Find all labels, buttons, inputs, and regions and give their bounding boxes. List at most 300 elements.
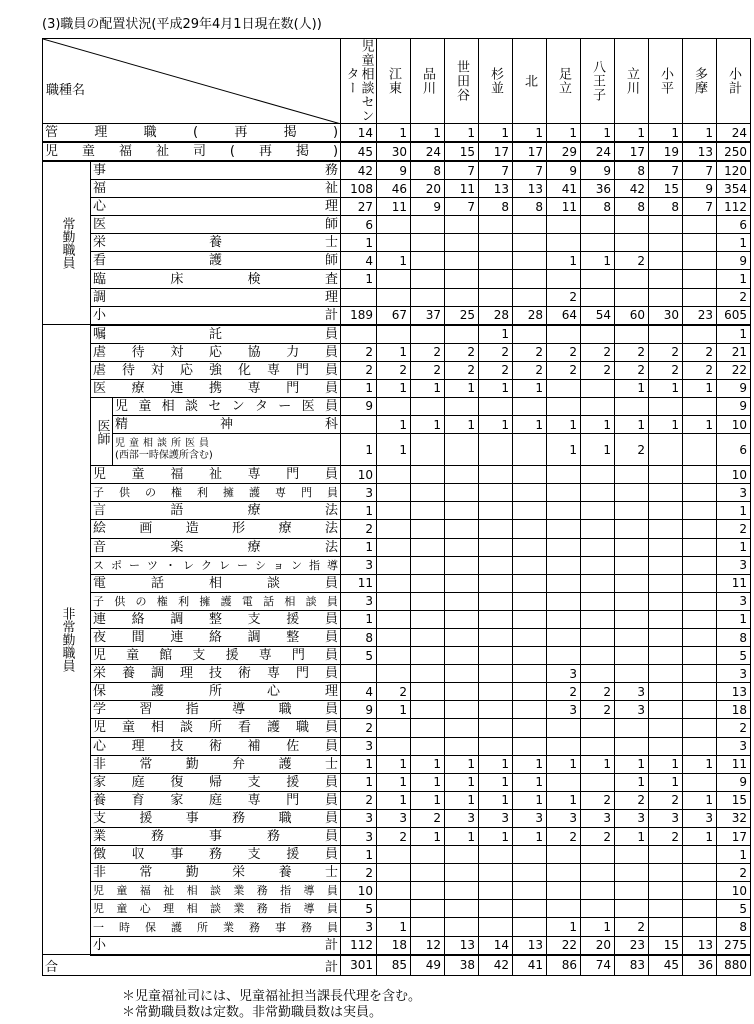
total-label-right: 計 <box>325 959 339 975</box>
value-cell <box>581 719 615 737</box>
value-cell <box>411 683 445 701</box>
value-cell <box>547 574 581 592</box>
value-cell: 1 <box>445 755 479 773</box>
value-cell <box>581 270 615 288</box>
value-cell: 1 <box>547 434 581 466</box>
value-cell <box>581 288 615 306</box>
value-cell <box>411 610 445 628</box>
table-row <box>43 737 751 755</box>
total-label-cell <box>43 955 341 976</box>
row-label: 業 務 事 務 員 <box>93 829 339 845</box>
row-label: 児 童 福 祉 司 ( 再 掲 ) <box>45 144 339 159</box>
value-cell <box>411 484 445 502</box>
table-row <box>43 361 751 379</box>
value-cell: 7 <box>683 161 717 180</box>
value-cell: 1 <box>649 124 683 143</box>
row-label: 福 祉 <box>93 181 339 197</box>
value-cell <box>683 325 717 344</box>
value-cell <box>649 556 683 574</box>
value-cell: 1 <box>649 773 683 791</box>
value-cell <box>411 288 445 306</box>
value-cell: 250 <box>717 142 751 161</box>
value-cell: 1 <box>717 234 751 252</box>
value-cell: 1 <box>547 918 581 936</box>
row-label: 児 童 福 祉 専 門 員 <box>93 467 338 483</box>
value-cell <box>513 556 547 574</box>
value-cell: 2 <box>547 343 581 361</box>
value-cell <box>445 397 479 415</box>
row-label: 電 話 相 談 員 <box>93 575 339 591</box>
value-cell <box>513 466 547 484</box>
row-label-cell <box>91 846 341 864</box>
value-cell <box>377 325 411 344</box>
value-cell: 19 <box>649 142 683 161</box>
category-hijoukin: 非常勤職員 <box>43 325 91 955</box>
value-cell: 1 <box>411 416 445 434</box>
value-cell: 3 <box>717 484 751 502</box>
value-cell: 1 <box>479 791 513 809</box>
value-cell <box>615 737 649 755</box>
value-cell <box>581 234 615 252</box>
value-cell: 1 <box>411 755 445 773</box>
row-label: 児 童 福 祉 相 談 業 務 指 導 員 <box>93 884 338 898</box>
value-cell <box>445 574 479 592</box>
row-label-cell <box>91 701 341 719</box>
value-cell: 1 <box>581 124 615 143</box>
value-cell: 2 <box>615 918 649 936</box>
value-cell <box>445 918 479 936</box>
table-row <box>43 466 751 484</box>
total-row <box>43 955 751 976</box>
value-cell <box>445 325 479 344</box>
value-cell: 1 <box>581 416 615 434</box>
value-cell: 2 <box>649 791 683 809</box>
value-cell: 5 <box>341 900 377 918</box>
value-cell <box>445 665 479 683</box>
value-cell <box>377 719 411 737</box>
row-label-cell <box>91 502 341 520</box>
value-cell <box>479 628 513 646</box>
row-label: 精 神 科 <box>115 417 339 433</box>
value-cell <box>547 628 581 646</box>
value-cell: 1 <box>547 252 581 270</box>
table-row <box>43 538 751 556</box>
row-label: 養 育 家 庭 専 門 員 <box>93 792 338 808</box>
value-cell <box>513 882 547 900</box>
value-cell: 2 <box>513 343 547 361</box>
value-cell <box>581 864 615 882</box>
row-label: 児 童 館 支 援 専 門 員 <box>93 648 338 664</box>
value-cell: 2 <box>717 520 751 538</box>
value-cell <box>683 647 717 665</box>
value-cell <box>445 864 479 882</box>
row-label-cell <box>91 882 341 900</box>
value-cell: 29 <box>547 142 581 161</box>
value-cell: 1 <box>341 234 377 252</box>
value-cell <box>479 737 513 755</box>
row-label-cell <box>91 306 341 325</box>
value-cell <box>411 628 445 646</box>
value-cell <box>513 647 547 665</box>
value-cell: 2 <box>717 719 751 737</box>
row-label: 一 時 保 護 所 業 務 事 務 員 <box>93 920 338 934</box>
value-cell: 1 <box>683 124 717 143</box>
value-cell: 1 <box>683 791 717 809</box>
value-cell: 2 <box>341 791 377 809</box>
value-cell: 9 <box>717 397 751 415</box>
subtotal-row <box>43 306 751 325</box>
value-cell <box>683 288 717 306</box>
value-cell <box>683 216 717 234</box>
value-cell <box>581 502 615 520</box>
row-label: 虐 待 対 応 強 化 専 門 員 <box>93 362 339 378</box>
value-cell: 2 <box>581 343 615 361</box>
value-cell: 1 <box>341 434 377 466</box>
value-cell <box>377 466 411 484</box>
row-label: 非 常 勤 弁 護 士 <box>93 756 338 772</box>
value-cell <box>615 216 649 234</box>
value-cell: 30 <box>649 306 683 325</box>
footnote-1: ＊児童福祉司には、児童福祉担当課長代理を含む。 <box>122 989 422 1004</box>
value-cell: 36 <box>683 955 717 976</box>
value-cell: 2 <box>683 343 717 361</box>
value-cell: 1 <box>649 755 683 773</box>
table-row <box>43 520 751 538</box>
row-label-cell <box>43 124 341 143</box>
header-name-cell <box>43 39 341 124</box>
row-label-cell <box>91 466 341 484</box>
value-cell: 1 <box>479 124 513 143</box>
row-label: 医 師 <box>93 217 339 233</box>
value-cell: 9 <box>411 198 445 216</box>
value-cell: 74 <box>581 955 615 976</box>
value-cell <box>513 216 547 234</box>
value-cell <box>649 882 683 900</box>
value-cell <box>411 647 445 665</box>
value-cell: 15 <box>649 180 683 198</box>
value-cell: 1 <box>341 773 377 791</box>
value-cell <box>479 216 513 234</box>
value-cell: 7 <box>649 161 683 180</box>
value-cell <box>411 737 445 755</box>
value-cell: 2 <box>581 683 615 701</box>
value-cell: 1 <box>377 416 411 434</box>
row-label: 非 常 勤 栄 養 士 <box>93 865 338 881</box>
value-cell <box>445 252 479 270</box>
value-cell: 1 <box>513 124 547 143</box>
row-label: 学 習 指 導 職 員 <box>93 702 338 718</box>
value-cell: 2 <box>717 864 751 882</box>
value-cell: 41 <box>513 955 547 976</box>
value-cell <box>411 466 445 484</box>
value-cell: 1 <box>615 773 649 791</box>
value-cell: 2 <box>341 343 377 361</box>
value-cell: 3 <box>717 592 751 610</box>
value-cell: 1 <box>581 252 615 270</box>
value-cell: 13 <box>479 180 513 198</box>
value-cell <box>377 574 411 592</box>
column-header: 品川 <box>411 39 445 124</box>
column-header: 北 <box>513 39 547 124</box>
value-cell: 67 <box>377 306 411 325</box>
table-row <box>43 755 751 773</box>
value-cell <box>513 900 547 918</box>
value-cell <box>479 665 513 683</box>
value-cell <box>377 846 411 864</box>
value-cell: 7 <box>479 161 513 180</box>
value-cell: 14 <box>479 936 513 955</box>
row-label-cell <box>91 773 341 791</box>
value-cell <box>377 737 411 755</box>
value-cell: 1 <box>547 755 581 773</box>
value-cell: 3 <box>683 809 717 827</box>
value-cell: 3 <box>341 592 377 610</box>
value-cell <box>615 592 649 610</box>
value-cell: 1 <box>615 124 649 143</box>
table-row <box>43 343 751 361</box>
value-cell <box>479 252 513 270</box>
value-cell <box>547 538 581 556</box>
value-cell <box>513 737 547 755</box>
value-cell <box>411 918 445 936</box>
value-cell <box>581 325 615 344</box>
value-cell: 1 <box>683 755 717 773</box>
row-label: 子 供 の 権 利 擁 護 電 話 相 談 員 <box>93 594 338 608</box>
row-label-cell <box>91 828 341 846</box>
value-cell: 2 <box>377 683 411 701</box>
value-cell: 2 <box>479 361 513 379</box>
row-label: 管 理 職 ( 再 掲 ) <box>45 125 339 140</box>
value-cell: 108 <box>341 180 377 198</box>
value-cell: 3 <box>341 828 377 846</box>
value-cell: 9 <box>717 379 751 397</box>
value-cell: 13 <box>683 936 717 955</box>
value-cell: 22 <box>547 936 581 955</box>
row-label-cell <box>91 574 341 592</box>
value-cell: 9 <box>581 161 615 180</box>
value-cell: 1 <box>377 773 411 791</box>
value-cell: 10 <box>717 416 751 434</box>
value-cell <box>411 234 445 252</box>
value-cell: 15 <box>717 791 751 809</box>
value-cell: 22 <box>717 361 751 379</box>
value-cell: 1 <box>377 755 411 773</box>
table-row <box>43 216 751 234</box>
value-cell: 2 <box>341 361 377 379</box>
value-cell <box>547 592 581 610</box>
value-cell: 1 <box>615 416 649 434</box>
value-cell: 9 <box>341 397 377 415</box>
value-cell: 3 <box>547 701 581 719</box>
value-cell: 1 <box>649 416 683 434</box>
value-cell: 3 <box>717 737 751 755</box>
value-cell: 2 <box>445 361 479 379</box>
value-cell <box>615 397 649 415</box>
value-cell <box>547 325 581 344</box>
value-cell: 3 <box>341 918 377 936</box>
value-cell <box>377 864 411 882</box>
table-row <box>43 918 751 936</box>
value-cell: 1 <box>717 610 751 628</box>
value-cell <box>683 610 717 628</box>
value-cell <box>377 628 411 646</box>
value-cell: 8 <box>581 198 615 216</box>
row-label: 子 供 の 権 利 擁 護 専 門 員 <box>93 486 338 500</box>
value-cell <box>445 610 479 628</box>
value-cell <box>649 434 683 466</box>
value-cell <box>479 434 513 466</box>
value-cell <box>683 397 717 415</box>
value-cell: 18 <box>717 701 751 719</box>
value-cell: 1 <box>341 379 377 397</box>
value-cell <box>513 434 547 466</box>
value-cell: 49 <box>411 955 445 976</box>
value-cell: 46 <box>377 180 411 198</box>
value-cell: 11 <box>445 180 479 198</box>
value-cell <box>547 556 581 574</box>
value-cell: 9 <box>341 701 377 719</box>
value-cell: 3 <box>341 484 377 502</box>
row-label-cell <box>91 665 341 683</box>
value-cell <box>615 647 649 665</box>
value-cell: 1 <box>377 252 411 270</box>
value-cell <box>581 592 615 610</box>
table-row <box>43 773 751 791</box>
column-header: 多摩 <box>683 39 717 124</box>
table-row <box>43 828 751 846</box>
table-row <box>43 270 751 288</box>
value-cell: 2 <box>341 719 377 737</box>
value-cell <box>683 466 717 484</box>
row-label-cell <box>91 361 341 379</box>
row-label-cell <box>91 252 341 270</box>
value-cell: 1 <box>341 846 377 864</box>
value-cell <box>411 574 445 592</box>
value-cell: 354 <box>717 180 751 198</box>
value-cell: 1 <box>341 538 377 556</box>
value-cell: 1 <box>615 755 649 773</box>
row-label: 児 童 相 談 所 看 護 職 員 <box>93 720 339 736</box>
row-label-cell <box>91 719 341 737</box>
row-label: 家 庭 復 帰 支 援 員 <box>93 774 338 790</box>
value-cell: 1 <box>377 124 411 143</box>
value-cell <box>683 556 717 574</box>
row-label: 嘱 託 員 <box>93 326 339 342</box>
value-cell: 9 <box>547 161 581 180</box>
row-label-cell <box>91 737 341 755</box>
value-cell <box>377 502 411 520</box>
value-cell <box>445 538 479 556</box>
table-row <box>43 434 751 466</box>
value-cell <box>615 325 649 344</box>
table-row <box>43 719 751 737</box>
value-cell <box>547 900 581 918</box>
value-cell <box>649 918 683 936</box>
value-cell <box>615 719 649 737</box>
value-cell <box>479 234 513 252</box>
value-cell <box>615 234 649 252</box>
column-header: 足立 <box>547 39 581 124</box>
value-cell: 38 <box>445 955 479 976</box>
value-cell: 42 <box>341 161 377 180</box>
value-cell <box>615 556 649 574</box>
value-cell: 275 <box>717 936 751 955</box>
value-cell: 3 <box>445 809 479 827</box>
value-cell: 7 <box>445 161 479 180</box>
row-label-cell <box>91 325 341 344</box>
value-cell <box>547 216 581 234</box>
value-cell: 64 <box>547 306 581 325</box>
value-cell <box>615 502 649 520</box>
value-cell: 27 <box>341 198 377 216</box>
value-cell <box>581 737 615 755</box>
value-cell <box>581 379 615 397</box>
total-label-left: 合 <box>45 959 59 975</box>
value-cell <box>581 556 615 574</box>
value-cell <box>479 882 513 900</box>
value-cell <box>683 520 717 538</box>
value-cell: 1 <box>513 791 547 809</box>
value-cell <box>513 397 547 415</box>
value-cell <box>411 520 445 538</box>
value-cell <box>649 719 683 737</box>
value-cell <box>581 610 615 628</box>
value-cell <box>683 665 717 683</box>
value-cell <box>581 665 615 683</box>
value-cell: 1 <box>377 434 411 466</box>
row-label: 夜 間 連 絡 調 整 員 <box>93 630 338 646</box>
value-cell <box>445 592 479 610</box>
value-cell: 1 <box>513 828 547 846</box>
diagonal-line <box>43 39 341 124</box>
value-cell <box>547 466 581 484</box>
value-cell <box>547 737 581 755</box>
value-cell <box>547 520 581 538</box>
value-cell <box>377 592 411 610</box>
category-joukin: 常勤職員 <box>43 161 91 325</box>
value-cell <box>479 288 513 306</box>
value-cell <box>649 502 683 520</box>
value-cell: 2 <box>341 520 377 538</box>
row-label-cell <box>91 288 341 306</box>
value-cell: 3 <box>547 665 581 683</box>
value-cell: 8 <box>479 198 513 216</box>
value-cell <box>615 665 649 683</box>
value-cell <box>683 737 717 755</box>
value-cell: 9 <box>717 773 751 791</box>
row-label: 栄 養 士 <box>93 235 339 251</box>
value-cell <box>649 288 683 306</box>
row-label-cell <box>91 343 341 361</box>
value-cell: 8 <box>717 628 751 646</box>
value-cell: 2 <box>615 343 649 361</box>
table-row <box>43 142 751 161</box>
table-row <box>43 683 751 701</box>
row-label: 栄 養 調 理 技 術 専 門 員 <box>93 666 339 682</box>
value-cell: 2 <box>581 361 615 379</box>
value-cell <box>547 502 581 520</box>
value-cell: 1 <box>683 416 717 434</box>
value-cell: 3 <box>341 556 377 574</box>
value-cell: 1 <box>479 828 513 846</box>
table-row <box>43 665 751 683</box>
value-cell: 2 <box>411 809 445 827</box>
column-header: 八王子 <box>581 39 615 124</box>
value-cell <box>581 466 615 484</box>
value-cell: 20 <box>411 180 445 198</box>
value-cell: 15 <box>649 936 683 955</box>
value-cell: 42 <box>615 180 649 198</box>
